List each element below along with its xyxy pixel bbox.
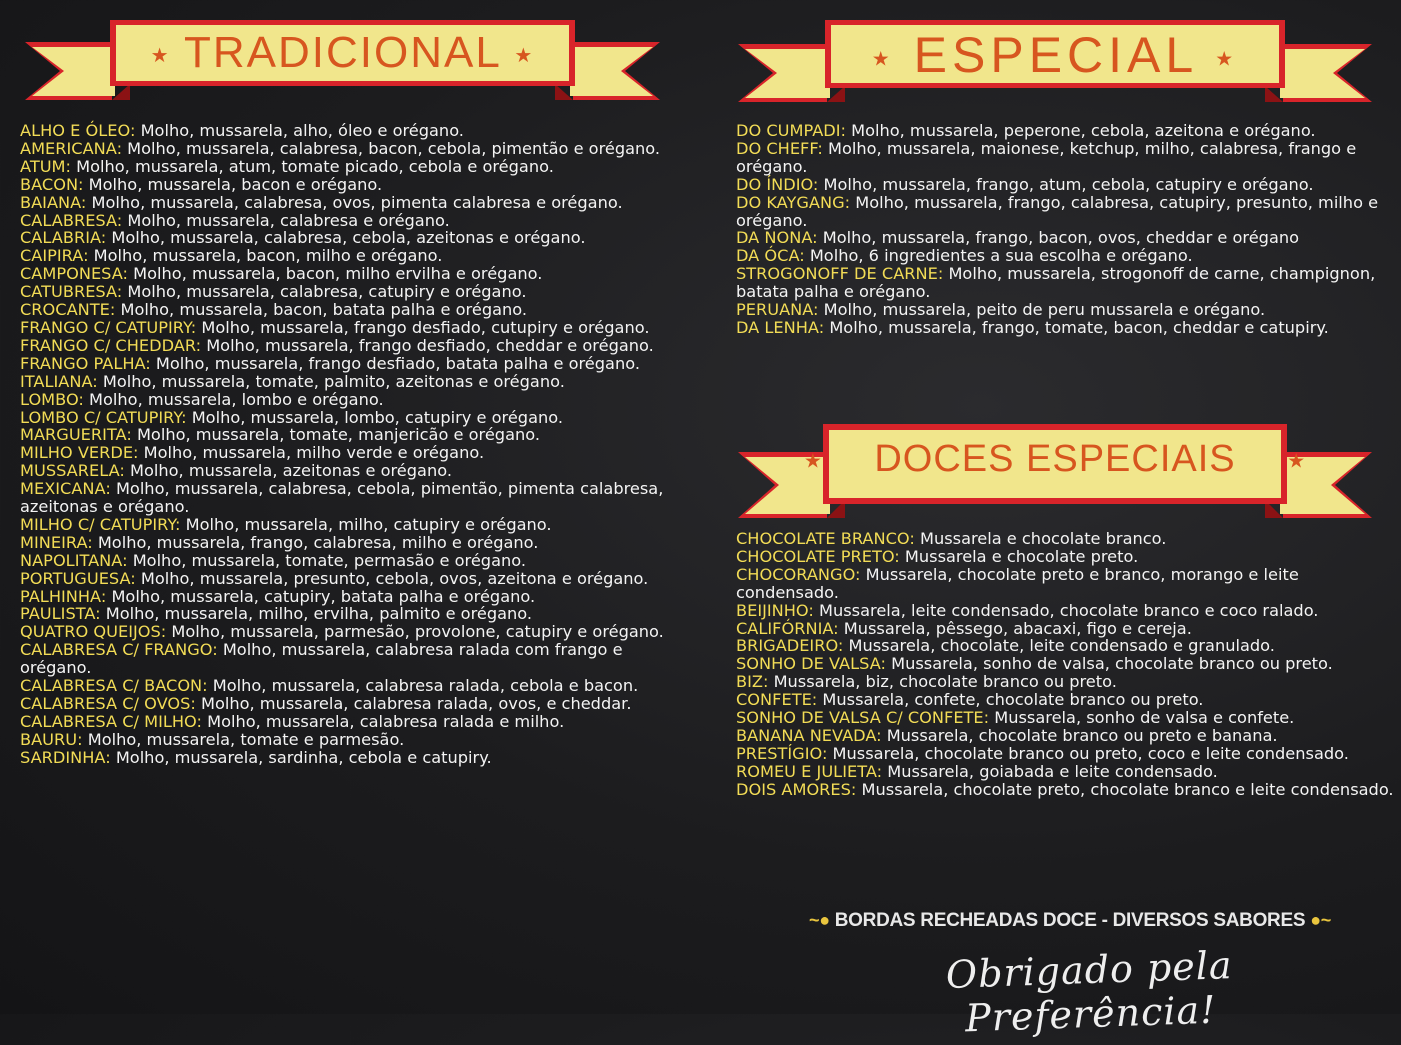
menu-item: [736, 140, 1401, 176]
item-description: Molho, mussarela, frango, calabresa, milho e orégano.: [92, 532, 539, 552]
item-description: Molho, mussarela, milho, ervilha, palmito e orégano.: [100, 604, 533, 624]
item-name: CALABRESA C/ OVOS:: [20, 694, 196, 713]
star-icon: ★: [1215, 48, 1239, 71]
item-name: CALABRESA C/ MILHO:: [20, 711, 202, 731]
item-name: FRANGO C/ CHEDDAR:: [20, 335, 202, 355]
swirl-icon: ●~: [1310, 910, 1331, 930]
item-name: ATUM:: [20, 156, 71, 176]
item-name: CHOCOLATE BRANCO:: [736, 529, 915, 548]
star-icon: ★: [871, 48, 895, 71]
item-name: BAIANA:: [20, 192, 87, 212]
menu-item: [736, 530, 1401, 548]
menu-item: [20, 283, 690, 301]
star-icon: ★: [150, 44, 171, 67]
menu-item: [736, 709, 1401, 727]
item-description: Molho, mussarela, frango desfiado, cutupiry e orégano.: [196, 317, 650, 337]
banner-doces: [735, 420, 1375, 524]
item-name: FRANGO C/ CATUPIRY:: [20, 317, 197, 337]
item-name: CALABRIA:: [20, 228, 107, 248]
item-description: Molho, mussarela, frango, atum, cebola, catupiry e orégano.: [818, 174, 1314, 194]
menu-item: [736, 194, 1401, 230]
menu-item: [20, 140, 690, 158]
menu-item: [736, 566, 1401, 602]
item-description: Molho, mussarela, calabresa, ovos, pimenta calabresa e orégano.: [86, 192, 623, 212]
item-description: Mussarela, chocolate branco ou preto, coco e leite condensado.: [827, 743, 1349, 763]
menu-item: [20, 480, 690, 516]
item-name: PORTUGUESA:: [20, 568, 136, 588]
item-name: DA ÓCA:: [736, 246, 805, 266]
item-name: PAULISTA:: [20, 604, 101, 624]
item-name: DO CHEFF:: [736, 138, 823, 158]
item-description: Mussarela, chocolate branco ou preto e banana.: [881, 725, 1278, 745]
menu-item: [20, 426, 690, 444]
menu-item: [20, 355, 690, 373]
item-name: SONHO DE VALSA:: [736, 654, 886, 674]
item-name: PALHINHA:: [20, 586, 107, 606]
item-description: Molho, mussarela, calabresa, cebola, azeitonas e orégano.: [106, 228, 586, 248]
menu-item: [20, 695, 690, 713]
item-description: Molho, mussarela, calabresa e orégano.: [122, 210, 450, 230]
menu-item: [20, 158, 690, 176]
banner-tradicional: [20, 14, 665, 114]
item-name: STROGONOFF DE CARNE:: [736, 264, 944, 284]
menu-item: [20, 623, 690, 641]
item-description: Molho, mussarela, tomate, manjericão e orégano.: [131, 425, 541, 445]
item-name: BANANA NEVADA:: [736, 725, 882, 745]
item-description: Mussarela, chocolate, leite condensado e granulado.: [843, 636, 1275, 656]
item-description: Mussarela, confete, chocolate branco ou preto.: [817, 690, 1204, 710]
item-description: Molho, mussarela, calabresa ralada com frango e orégano.: [20, 640, 623, 678]
item-description: Mussarela, sonho de valsa, chocolate branco ou preto.: [885, 654, 1333, 674]
menu-item: [20, 552, 690, 570]
item-name: BAURU:: [20, 729, 83, 749]
item-description: Molho, mussarela, maionese, ketchup, milho, calabresa, frango e orégano.: [736, 138, 1357, 176]
menu-item: [736, 265, 1401, 301]
swirl-icon: ~●: [808, 910, 830, 930]
menu-item: [20, 122, 690, 140]
item-name: LOMBO C/ CATUPIRY:: [20, 407, 187, 427]
menu-item: [20, 605, 690, 623]
item-name: PERUANA:: [736, 300, 819, 320]
menu-item: [20, 301, 690, 319]
item-description: Molho, 6 ingredientes a sua escolha e orégano.: [804, 246, 1193, 266]
menu-item: [736, 655, 1401, 673]
item-name: CATUBRESA:: [20, 282, 123, 302]
menu-item: [736, 691, 1401, 709]
star-icon: ★: [1287, 450, 1307, 473]
menu-item: [20, 462, 690, 480]
menu-item: [20, 749, 690, 767]
item-description: Molho, mussarela, presunto, cebola, ovos, azeitona e orégano.: [135, 568, 649, 588]
menu-item: [736, 637, 1401, 655]
menu-item: [20, 409, 690, 427]
item-description: Molho, mussarela, frango, bacon, ovos, cheddar e orégano: [817, 228, 1300, 248]
item-name: AMERICANA:: [20, 138, 123, 158]
item-name: NAPOLITANA:: [20, 550, 128, 570]
item-description: Mussarela, biz, chocolate branco ou preto.: [768, 672, 1117, 692]
menu-item: [736, 229, 1401, 247]
doces-list: [736, 530, 1401, 799]
menu-item: [20, 176, 690, 194]
item-description: Molho, mussarela, bacon, batata palha e orégano.: [115, 300, 528, 320]
menu-item: [20, 677, 690, 695]
item-name: SARDINHA:: [20, 747, 111, 767]
item-description: Molho, mussarela, frango, tomate, bacon, cheddar e catupiry.: [824, 317, 1329, 337]
especial-title: ★ ESPECIAL ★: [871, 27, 1239, 83]
item-description: Mussarela, sonho de valsa e confete.: [989, 708, 1295, 728]
item-name: BRIGADEIRO:: [736, 636, 844, 656]
item-description: Molho, mussarela, azeitonas e orégano.: [124, 461, 452, 481]
item-description: Molho, mussarela, calabresa, catupiry e orégano.: [122, 282, 527, 302]
menu-item: [736, 727, 1401, 745]
menu-item: [20, 373, 690, 391]
menu-item: [20, 247, 690, 265]
banner-especial: [735, 14, 1375, 114]
menu-item: [736, 620, 1401, 638]
menu-item: [736, 176, 1401, 194]
item-description: Molho, mussarela, parmesão, provolone, catupiry e orégano.: [166, 622, 664, 642]
menu-item: [736, 319, 1401, 337]
menu-item: [20, 516, 690, 534]
item-description: Molho, mussarela, tomate e parmesão.: [82, 729, 405, 749]
item-name: CALABRESA C/ BACON:: [20, 676, 208, 696]
item-description: Molho, mussarela, frango, calabresa, catupiry, presunto, milho e orégano.: [736, 192, 1379, 230]
menu-item: [20, 731, 690, 749]
item-description: Mussarela, chocolate preto, chocolate branco e leite condensado.: [856, 779, 1394, 799]
item-name: CAMPONESA:: [20, 264, 129, 284]
menu-item: [20, 319, 690, 337]
menu-item: [736, 548, 1401, 566]
menu-item: [20, 641, 690, 677]
item-name: ROMEU E JULIETA:: [736, 761, 883, 781]
menu-item: [20, 229, 690, 247]
menu-item: [20, 337, 690, 355]
item-name: FRANGO PALHA:: [20, 353, 151, 373]
item-name: PRESTÍGIO:: [736, 743, 828, 763]
item-description: Molho, mussarela, bacon, milho ervilha e orégano.: [128, 264, 543, 284]
menu-item: [20, 391, 690, 409]
item-name: MINEIRA:: [20, 532, 93, 552]
menu-item: [20, 588, 690, 606]
menu-item: [20, 212, 690, 230]
item-description: Molho, mussarela, calabresa ralada e milho.: [201, 711, 565, 731]
item-description: Molho, mussarela, calabresa ralada, ovos, e cheddar.: [195, 694, 632, 713]
item-description: Molho, mussarela, alho, óleo e orégano.: [135, 121, 464, 140]
menu-item: [736, 673, 1401, 691]
item-description: Molho, mussarela, bacon e orégano.: [83, 174, 383, 194]
star-icon: ★: [514, 44, 535, 67]
item-name: DO CUMPADI:: [736, 121, 846, 140]
thanks-signature: Obrigado pela Preferência!: [945, 943, 1234, 1041]
item-description: Molho, mussarela, frango desfiado, cheddar e orégano.: [201, 335, 654, 355]
item-description: Molho, mussarela, lombo e orégano.: [83, 389, 384, 409]
item-description: Mussarela, leite condensado, chocolate branco e coco ralado.: [813, 600, 1319, 620]
item-name: BEIJINHO:: [736, 600, 814, 620]
menu-item: [736, 745, 1401, 763]
item-name: CONFETE:: [736, 690, 818, 710]
item-description: Molho, mussarela, lombo, catupiry e orégano.: [186, 407, 564, 427]
item-name: BIZ:: [736, 672, 769, 692]
item-description: Mussarela e chocolate preto.: [899, 546, 1139, 566]
menu-item: [20, 444, 690, 462]
item-description: Molho, mussarela, milho verde e orégano.: [138, 443, 485, 463]
item-name: DA LENHA:: [736, 317, 825, 337]
item-name: MILHO C/ CATUPIRY:: [20, 514, 181, 534]
menu-item: [736, 122, 1401, 140]
menu-item: [736, 763, 1401, 781]
item-description: Molho, mussarela, calabresa ralada, cebola e bacon.: [207, 676, 639, 696]
menu-item: [20, 534, 690, 552]
item-description: Mussarela, pêssego, abacaxi, figo e cereja.: [838, 618, 1192, 638]
item-name: MILHO VERDE:: [20, 443, 139, 463]
menu-item: [736, 781, 1401, 799]
menu-item: [20, 265, 690, 283]
item-name: MEXICANA:: [20, 479, 111, 499]
item-name: BACON:: [20, 174, 84, 194]
item-description: Molho, mussarela, peito de peru mussarela e orégano.: [818, 300, 1266, 320]
menu-item: [20, 713, 690, 731]
bordas-note: ~● BORDAS RECHEADAS DOCE - DIVERSOS SABORES ●~: [808, 910, 1331, 931]
menu-item: [20, 570, 690, 588]
doces-title: ★ DOCES ESPECIAIS ★: [803, 438, 1307, 480]
tradicional-list: [20, 122, 690, 767]
item-description: Molho, mussarela, calabresa, cebola, pimentão, pimenta calabresa, azeitonas e orégano.: [20, 479, 664, 517]
tradicional-title: ★ TRADICIONAL ★: [150, 28, 535, 77]
item-description: Molho, mussarela, tomate, permasão e orégano.: [127, 550, 527, 570]
item-description: Molho, mussarela, peperone, cebola, azeitona e orégano.: [845, 121, 1316, 140]
item-name: DO ÍNDIO:: [736, 174, 819, 194]
item-description: Molho, mussarela, calabresa, bacon, cebola, pimentão e orégano.: [122, 138, 661, 158]
especial-list: [736, 122, 1401, 337]
menu-item: [736, 301, 1401, 319]
item-name: CALABRESA:: [20, 210, 123, 230]
item-name: CALIFÓRNIA:: [736, 618, 839, 638]
item-description: Molho, mussarela, milho, catupiry e orégano.: [180, 514, 552, 534]
item-name: CHOCORANGO:: [736, 564, 861, 584]
item-name: DO KAYGANG:: [736, 192, 851, 212]
item-description: Molho, mussarela, tomate, palmito, azeitonas e orégano.: [97, 371, 565, 391]
item-name: LOMBO:: [20, 389, 84, 409]
item-description: Molho, mussarela, strogonoff de carne, champignon, batata palha e orégano.: [736, 264, 1376, 302]
item-description: Molho, mussarela, frango desfiado, batata palha e orégano.: [150, 353, 640, 373]
item-name: SONHO DE VALSA C/ CONFETE:: [736, 708, 990, 728]
item-description: Molho, mussarela, catupiry, batata palha e orégano.: [106, 586, 536, 606]
menu-item: [736, 602, 1401, 620]
item-name: ITALIANA:: [20, 371, 98, 391]
item-name: CHOCOLATE PRETO:: [736, 546, 900, 566]
menu-item: [736, 247, 1401, 265]
item-name: MARGUERITA:: [20, 425, 132, 445]
item-name: DOIS AMORES:: [736, 779, 857, 799]
star-icon: ★: [803, 450, 823, 473]
menu-item: [20, 194, 690, 212]
item-description: Mussarela, goiabada e leite condensado.: [882, 761, 1218, 781]
item-name: CAIPIRA:: [20, 246, 89, 266]
item-description: Molho, mussarela, atum, tomate picado, cebola e orégano.: [70, 156, 554, 176]
item-name: MUSSARELA:: [20, 461, 125, 481]
item-name: DA NONA:: [736, 228, 818, 248]
item-description: Molho, mussarela, bacon, milho e orégano.: [88, 246, 443, 266]
item-name: QUATRO QUEIJOS:: [20, 622, 167, 642]
item-name: CROCANTE:: [20, 300, 116, 320]
item-description: Mussarela e chocolate branco.: [914, 529, 1167, 548]
item-description: Mussarela, chocolate preto e branco, morango e leite condensado.: [736, 564, 1299, 602]
item-name: CALABRESA C/ FRANGO:: [20, 640, 218, 660]
item-name: ALHO E ÓLEO:: [20, 121, 136, 140]
item-description: Molho, mussarela, sardinha, cebola e catupiry.: [110, 747, 492, 767]
